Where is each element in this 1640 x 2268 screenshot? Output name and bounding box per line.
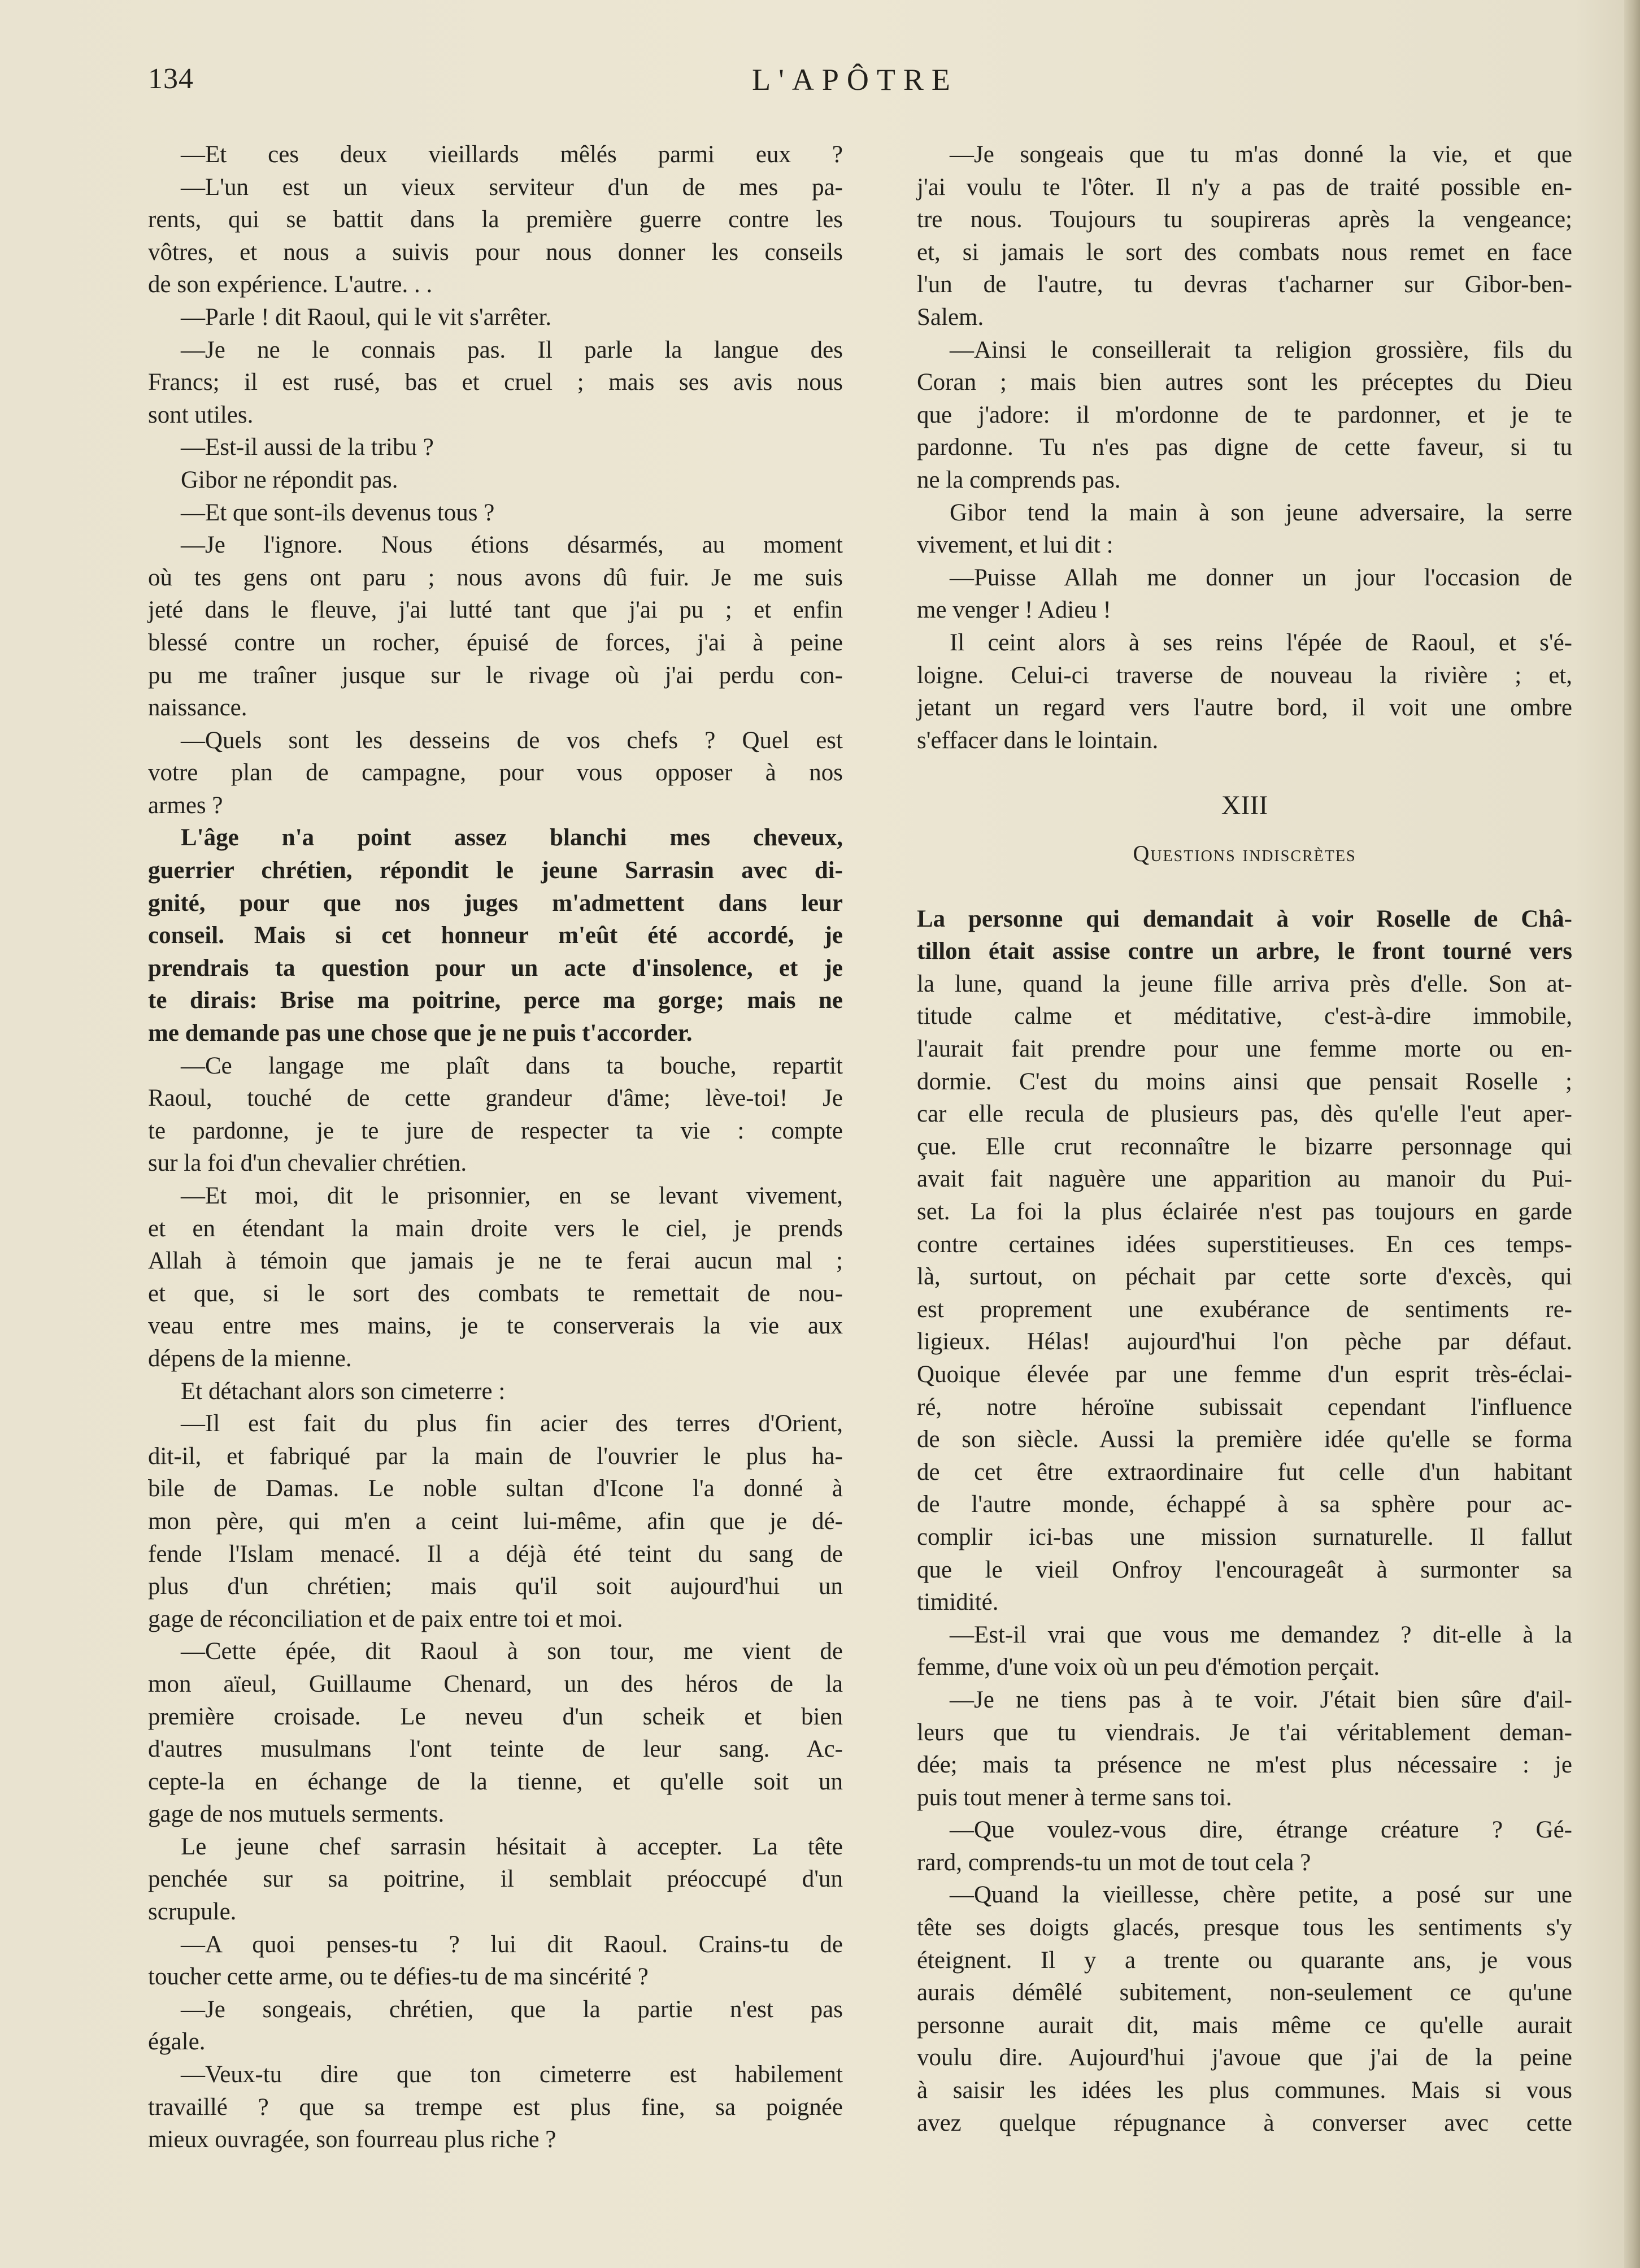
text-line: Raoul, touché de cette grandeur d'âme; lève-toi! Je [148,1085,843,1112]
text-line: l'un de l'autre, tu devras t'acharner sur Gibor-ben- [917,271,1572,298]
text-line: ne la comprends pas. [917,466,1121,493]
right-column-continued-text [917,138,1572,757]
text-line: —Puisse Allah me donner un jour l'occasion de [950,564,1572,591]
text-line: rents, qui se battit dans la première guerre contre les [148,206,843,233]
text-line: Et détachant alors son cimeterre : [181,1378,506,1405]
text-line: tre nous. Toujours tu soupireras après la vengeance; [917,206,1572,233]
text-line: me venger ! Adieu ! [917,597,1111,624]
text-line: dormie. C'est du moins ainsi que pensait Roselle ; [917,1068,1572,1095]
text-line: Coran ; mais bien autres sont les préceptes du Dieu [917,369,1572,396]
text-line: plus d'un chrétien; mais qu'il soit aujourd'hui un [148,1573,843,1600]
text-line: rard, comprends-tu un mot de tout cela ? [917,1849,1311,1876]
text-line: avait fait naguère une apparition au manoir du Pui- [917,1166,1572,1193]
text-line: voulu dire. Aujourd'hui j'avoue que j'ai de la peine [917,2044,1572,2071]
text-line: Gibor ne répondit pas. [181,466,398,493]
text-line: jeté dans le fleuve, j'ai lutté tant que j'ai pu ; et enfin [148,597,843,624]
chapter-number: XIII [1221,790,1268,820]
text-line: égale. [148,2028,206,2056]
text-line: ré, notre héroïne subissait cependant l'influence [917,1393,1572,1420]
text-line: —Ce langage me plaît dans ta bouche, repartit [181,1052,843,1079]
text-line: est proprement une exubérance de sentiments re- [917,1296,1572,1323]
text-line: là, surtout, on péchait par cette sorte d'excès, qui [917,1263,1572,1291]
text-line: conseil. Mais si cet honneur m'eût été accordé, je [148,922,843,949]
page-binding-edge [1624,0,1640,2268]
text-line: de son siècle. Aussi la première idée qu'elle se forma [917,1426,1572,1453]
text-line: bile de Damas. Le noble sultan d'Icone l'a donné à [148,1475,843,1502]
text-line: naissance. [148,694,247,722]
page-number: 134 [148,63,194,95]
text-line: vôtres, et nous a suivis pour nous donner les conseils [148,238,843,266]
text-line: çue. Elle crut reconnaître le bizarre personnage qui [917,1133,1572,1160]
text-line: Quoique élevée par une femme d'un esprit très-éclai- [917,1361,1572,1388]
text-line: travaillé ? que sa trempe est plus fine, sa poignée [148,2093,843,2121]
text-line: —A quoi penses-tu ? lui dit Raoul. Crains-tu de [181,1931,843,1958]
text-line: scrupule. [148,1898,237,1926]
text-line: —Cette épée, dit Raoul à son tour, me vient de [181,1638,843,1665]
running-title: L'APÔTRE [752,63,958,97]
text-line: —Veux-tu dire que ton cimeterre est habilement [181,2061,843,2088]
text-line: pu me traîner jusque sur le rivage où j'ai perdu con- [148,662,843,689]
text-line: de son expérience. L'autre. . . [148,271,433,298]
text-line: mon père, qui m'en a ceint lui-même, afin que je dé- [148,1507,843,1535]
text-line: armes ? [148,792,223,819]
text-line: et en étendant la main droite vers le ciel, je prends [148,1215,843,1242]
text-line: jetant un regard vers l'autre bord, il voit une ombre [917,694,1572,722]
text-line: personne aurait dit, mais même ce qu'elle aurait [917,2011,1572,2039]
text-line: —Parle ! dit Raoul, qui le vit s'arrêter. [181,303,552,331]
text-line: —Je ne tiens pas à te voir. J'était bien sûre d'ail- [950,1686,1572,1713]
text-line: de cet être extraordinaire fut celle d'un habitant [917,1458,1572,1485]
text-line: cepte-la en échange de la tienne, et qu'elle soit un [148,1768,843,1795]
text-line: j'ai voulu te l'ôter. Il n'y a pas de traité possible en- [917,173,1572,201]
text-line: vivement, et lui dit : [917,532,1113,559]
text-line: pardonne. Tu n'es pas digne de cette faveur, si tu [917,434,1572,461]
text-line: guerrier chrétien, répondit le jeune Sarrasin avec di- [148,857,843,884]
text-line: timidité. [917,1589,999,1616]
text-line: —Est-il vrai que vous me demandez ? dit-elle à la [950,1621,1572,1648]
text-line: tête ses doigts glacés, presque tous les sentiments s'y [917,1914,1572,1941]
running-header [148,62,1562,102]
text-line: —Je songeais que tu m'as donné la vie, et que [950,141,1572,168]
text-line: que le vieil Onfroy l'encourageât à surmonter sa [917,1556,1572,1583]
text-line: —Quand la vieillesse, chère petite, a posé sur une [950,1882,1572,1909]
text-line: —Je songeais, chrétien, que la partie n'est pas [181,1996,843,2023]
text-line: que j'adore: il m'ordonne de te pardonner, et je te [917,401,1572,428]
text-line: puis tout mener à terme sans toi. [917,1784,1232,1811]
text-line: l'aurait fait prendre pour une femme morte ou en- [917,1036,1572,1063]
text-line: dépens de la mienne. [148,1345,352,1372]
text-line: sur la foi d'un chevalier chrétien. [148,1150,467,1177]
text-line: te pardonne, je te jure de respecter ta vie : compte [148,1117,843,1144]
text-line: et, si jamais le sort des combats nous remet en face [917,238,1572,266]
text-line: contre certaines idées superstitieuses. En ces temps- [917,1231,1572,1258]
text-line: te dirais: Brise ma poitrine, perce ma gorge; mais ne [148,987,843,1014]
text-line: Salem. [917,303,984,331]
text-line: Gibor tend la main à son jeune adversaire, la serre [950,499,1572,526]
text-line: à saisir les idées les plus communes. Mais si vous [917,2077,1572,2104]
left-text-column [148,138,843,2156]
text-line: prendrais ta question pour un acte d'insolence, et je [148,954,843,981]
text-line: Le jeune chef sarrasin hésitait à accepter. La tête [181,1833,843,1860]
text-line: Francs; il est rusé, bas et cruel ; mais ses avis nous [148,369,843,396]
text-line: aurais démêlé subitement, non-seulement ce qu'une [917,1979,1572,2006]
text-line: où tes gens ont paru ; nous avons dû fuir. Je me suis [148,564,843,591]
text-line: —Je ne le connais pas. Il parle la langue des [181,336,843,363]
text-line: s'effacer dans le lointain. [917,727,1159,754]
text-line: —Que voulez-vous dire, étrange créature ? Gé- [950,1817,1572,1844]
text-line: gnité, pour que nos juges m'admettent dans leur [148,889,843,916]
text-line: —Il est fait du plus fin acier des terres d'Orient, [181,1410,843,1437]
text-line: —Quels sont les desseins de vos chefs ? Quel est [181,727,843,754]
text-line: éteignent. Il y a trente ou quarante ans, je vous [917,1947,1572,1974]
text-line: —L'un est un vieux serviteur d'un de mes pa- [181,173,843,201]
text-line: de l'autre monde, échappé à sa sphère pour ac- [917,1491,1572,1518]
text-line: titude calme et méditative, c'est-à-dire immobile, [917,1003,1572,1030]
text-line: La personne qui demandait à voir Roselle de Châ- [917,905,1572,932]
text-line: tillon était assise contre un arbre, le front tourné vers [917,938,1572,965]
text-line: L'âge n'a point assez blanchi mes cheveux, [181,824,843,851]
text-line: ligieux. Hélas! aujourd'hui l'on pèche par défaut. [917,1328,1572,1355]
text-line: set. La foi la plus éclairée n'est pas toujours en garde [917,1198,1572,1225]
text-line: fende l'Islam menacé. Il a déjà été teint du sang de [148,1540,843,1567]
text-line: loigne. Celui-ci traverse de nouveau la rivière ; et, [917,662,1572,689]
text-line: d'autres musulmans l'ont teinte de leur sang. Ac- [148,1736,843,1763]
chapter-body-text [917,903,1572,2140]
text-line: penchée sur sa poitrine, il semblait préoccupé d'un [148,1866,843,1893]
text-line: et que, si le sort des combats te remettait de nou- [148,1280,843,1307]
text-line: veau entre mes mains, je te conserverais la vie aux [148,1313,843,1340]
text-line: car elle recula de plusieurs pas, dès qu'elle l'eut aper- [917,1101,1572,1128]
text-line: dit-il, et fabriqué par la main de l'ouvrier le plus ha- [148,1443,843,1470]
text-line: femme, d'une voix où un peu d'émotion perçait. [917,1654,1380,1681]
text-line: —Je l'ignore. Nous étions désarmés, au moment [181,532,843,559]
text-line: —Ainsi le conseillerait ta religion grossière, fils du [950,336,1572,363]
text-line: gage de réconciliation et de paix entre toi et moi. [148,1605,623,1632]
text-line: —Et que sont-ils devenus tous ? [181,499,495,526]
text-line: me demande pas une chose que je ne puis t'accorder. [148,1020,693,1047]
right-text-column [917,138,1572,2139]
text-line: gage de nos mutuels serments. [148,1801,445,1828]
text-line: toucher cette arme, ou te défies-tu de ma sincérité ? [148,1963,649,1991]
text-line: mieux ouvragée, son fourreau plus riche ? [148,2126,556,2153]
text-line: avez quelque répugnance à converser avec cette [917,2109,1572,2136]
text-line: —Et moi, dit le prisonnier, en se levant vivement, [181,1183,843,1209]
text-line: dée; mais ta présence ne m'est plus nécessaire : je [917,1752,1572,1779]
text-line: Allah à témoin que jamais je ne te ferai aucun mal ; [148,1248,843,1275]
text-line: mon aïeul, Guillaume Chenard, un des héros de la [148,1670,843,1697]
text-line: blessé contre un rocher, épuisé de forces, j'ai à peine [148,629,843,656]
chapter-title: Questions indiscrètes [1133,841,1356,867]
text-line: complir ici-bas une mission surnaturelle. Il fallut [917,1523,1572,1550]
text-line: leurs que tu viendrais. Je t'ai véritablement deman- [917,1719,1572,1746]
text-line: sont utiles. [148,401,254,428]
text-line: Il ceint alors à ses reins l'épée de Raoul, et s'é- [950,629,1572,656]
text-line: première croisade. Le neveu d'un scheik et bien [148,1703,843,1730]
text-line: —Est-il aussi de la tribu ? [181,434,434,461]
text-line: la lune, quand la jeune fille arriva près d'elle. Son at- [917,970,1572,997]
text-line: —Et ces deux vieillards mêlés parmi eux ? [181,141,843,168]
text-line: votre plan de campagne, pour vous opposer à nos [148,759,843,787]
